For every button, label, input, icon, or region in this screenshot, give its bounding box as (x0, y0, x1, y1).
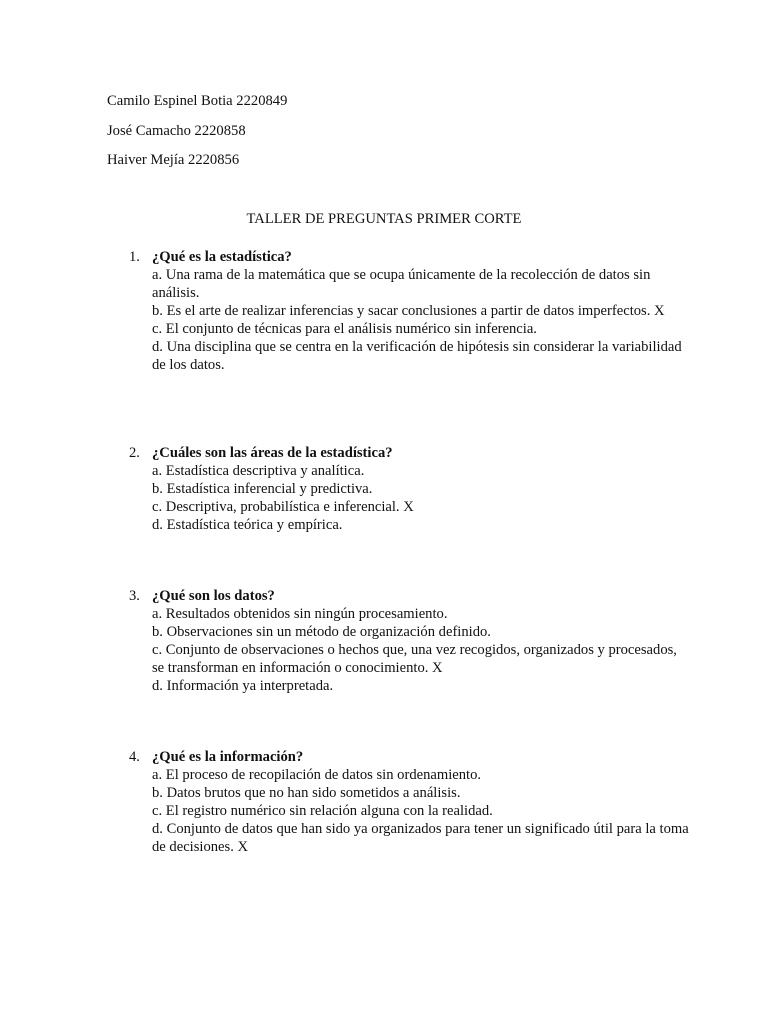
question-item (129, 748, 689, 856)
question-body (152, 587, 689, 695)
author-line: Camilo Espinel Botia 2220849 (107, 93, 288, 109)
answer-option: a. Resultados obtenidos sin ningún procesamiento. (152, 606, 448, 622)
answer-option: b. Datos brutos que no han sido sometidos a análisis. (152, 785, 461, 801)
answer-option: a. Estadística descriptiva y analítica. (152, 463, 365, 479)
question-body (152, 444, 689, 534)
question-body (152, 248, 689, 374)
answer-option: d. Información ya interpretada. (152, 678, 334, 694)
answer-option: d. Estadística teórica y empírica. (152, 517, 343, 533)
author-line: José Camacho 2220858 (107, 123, 246, 139)
document-title: TALLER DE PREGUNTAS PRIMER CORTE (246, 211, 522, 227)
answer-option: a. El proceso de recopilación de datos sin ordenamiento. (152, 767, 482, 783)
answer-option: c. El conjunto de técnicas para el análisis numérico sin inferencia. (152, 321, 537, 337)
question-text: ¿Cuáles son las áreas de la estadística? (152, 445, 393, 461)
question-item (129, 587, 689, 695)
answer-option: b. Estadística inferencial y predictiva. (152, 481, 373, 497)
answer-option: c. Conjunto de observaciones o hechos que, una vez recogidos, organizados y procesados, se transforman en información o conocimiento. X (152, 642, 677, 676)
answer-option: d. Una disciplina que se centra en la verificación de hipótesis sin considerar la variabilidad de los datos. (152, 339, 682, 373)
question-text: ¿Qué es la información? (152, 749, 304, 765)
author-line: Haiver Mejía 2220856 (107, 152, 240, 168)
question-item (129, 248, 689, 374)
question-number: 3. (129, 588, 140, 604)
question-number: 4. (129, 749, 140, 765)
question-text: ¿Qué son los datos? (152, 588, 275, 604)
question-number: 1. (129, 249, 140, 265)
question-body (152, 748, 689, 856)
answer-option: b. Es el arte de realizar inferencias y sacar conclusiones a partir de datos imperfectos. X (152, 303, 665, 319)
answer-option: a. Una rama de la matemática que se ocupa únicamente de la recolección de datos sin análisis. (152, 267, 651, 301)
answer-option: d. Conjunto de datos que han sido ya organizados para tener un significado útil para la toma de decisiones. X (152, 821, 689, 855)
question-text: ¿Qué es la estadística? (152, 249, 292, 265)
question-number: 2. (129, 445, 140, 461)
answer-option: c. El registro numérico sin relación alguna con la realidad. (152, 803, 493, 819)
answer-option: b. Observaciones sin un método de organización definido. (152, 624, 491, 640)
answer-option: c. Descriptiva, probabilística e inferencial. X (152, 499, 414, 515)
question-item (129, 444, 689, 534)
